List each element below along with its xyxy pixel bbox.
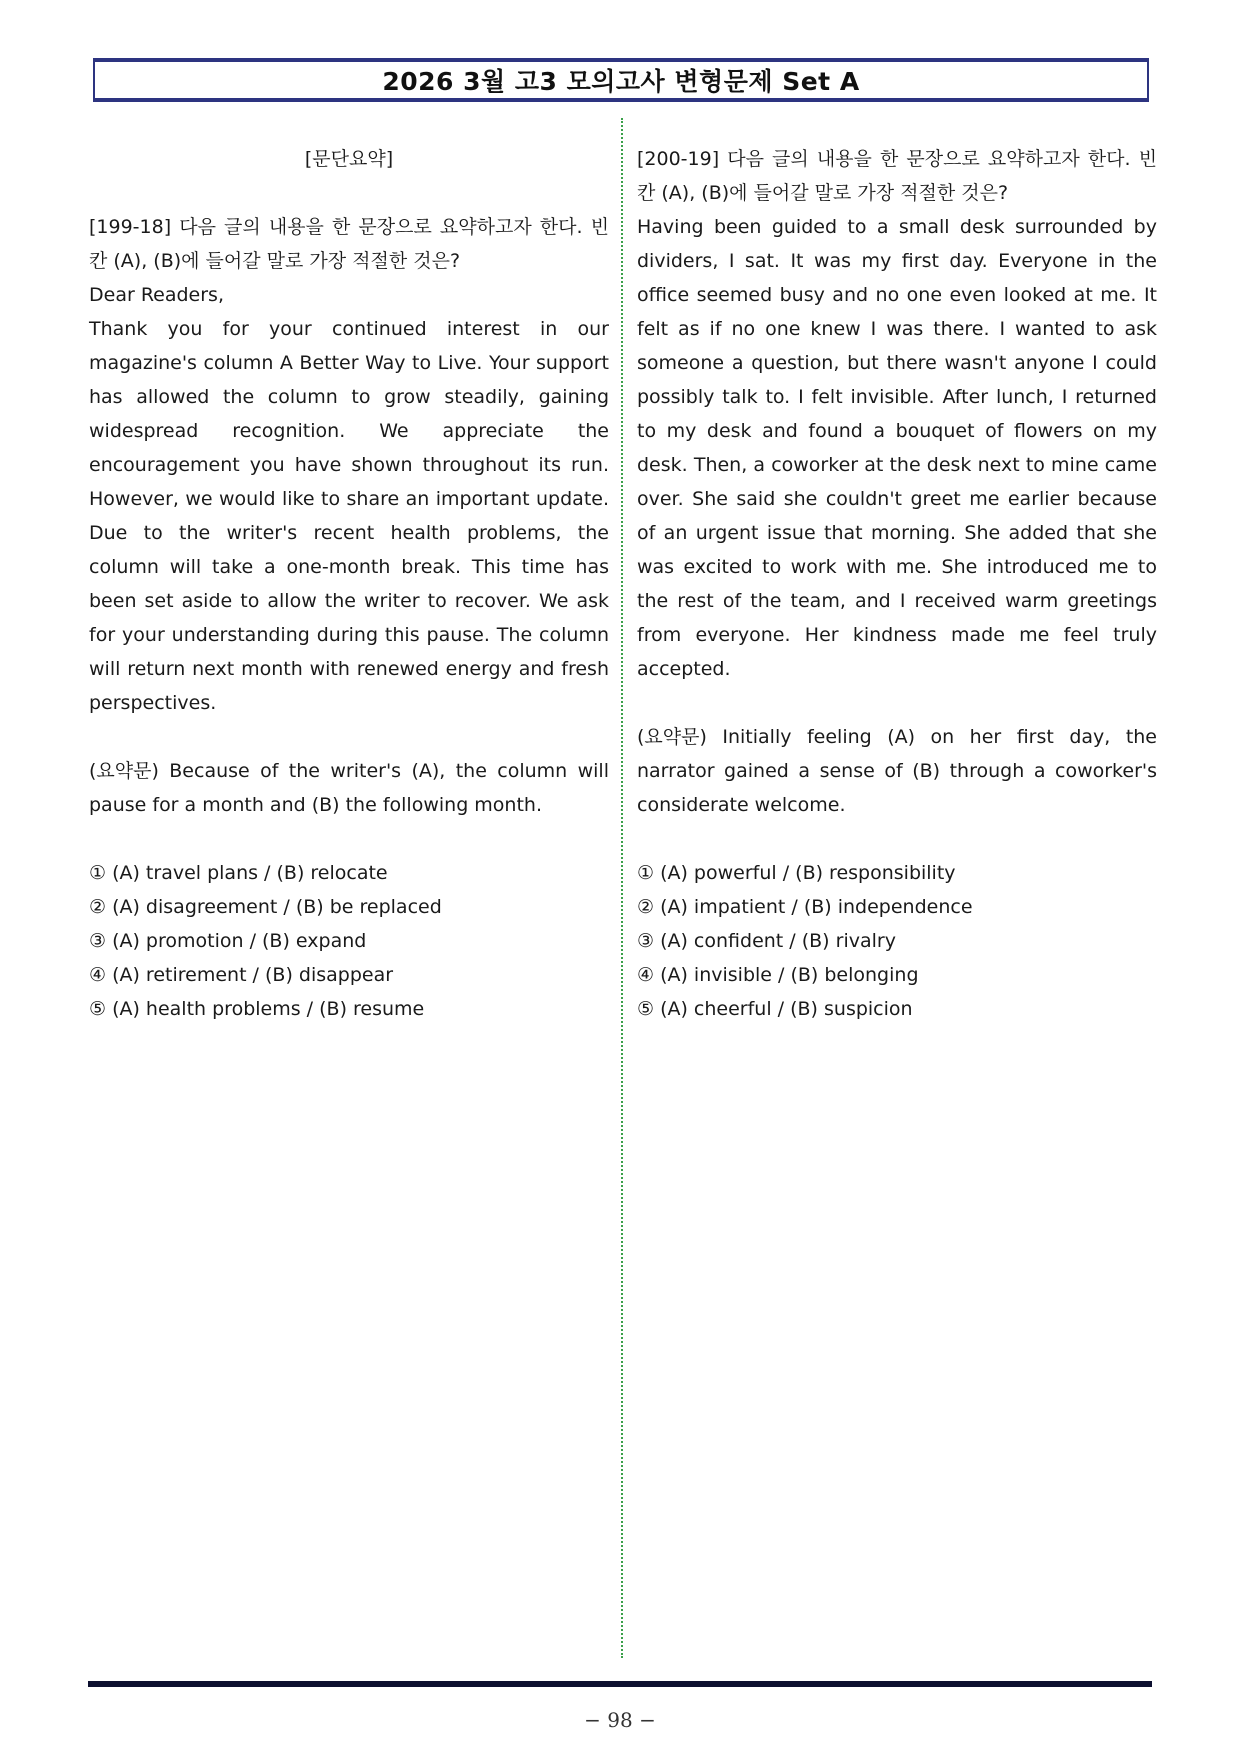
page-title: 2026 3월 고3 모의고사 변형문제 Set A [382, 67, 860, 96]
question-header: [200-19] 다음 글의 내용을 한 문장으로 요약하고자 한다. 빈칸 (A), (B)에 들어갈 말로 가장 적절한 것은? [637, 148, 1157, 204]
choice-3[interactable]: ③ (A) promotion / (B) expand [89, 930, 367, 952]
choice-5[interactable]: ⑤ (A) cheerful / (B) suspicion [637, 998, 913, 1020]
choice-4[interactable]: ④ (A) invisible / (B) belonging [637, 964, 919, 986]
question-header: [199-18] 다음 글의 내용을 한 문장으로 요약하고자 한다. 빈칸 (A), (B)에 들어갈 말로 가장 적절한 것은? [89, 216, 609, 272]
choice-4[interactable]: ④ (A) retirement / (B) disappear [89, 964, 394, 986]
page-number: − 98 − [584, 1708, 656, 1732]
choice-5[interactable]: ⑤ (A) health problems / (B) resume [89, 998, 425, 1020]
page-header [93, 58, 1149, 102]
passage-text: Thank you for your continued interest in our magazine's column A Better Way to Live. Your support has allowed the column to grow steadily, gaining widespread recognition. We appreciate the encouragement you have shown throughout its run. However, we would like to share an important update. Due to the writer's recent health problems, the column will take a one-month break. This time has been set aside to allow the writer to recover. We ask for your understanding during this pause. The column will return next month with renewed energy and fresh perspectives. [89, 318, 609, 714]
choice-2[interactable]: ② (A) impatient / (B) independence [637, 896, 973, 918]
footer-rule [88, 1681, 1152, 1687]
summary-sentence: (요약문) Initially feeling (A) on her first day, the narrator gained a sense of (B) through a coworker's considerate welcome. [637, 726, 1157, 816]
spacer [89, 720, 609, 754]
choice-1[interactable]: ① (A) powerful / (B) responsibility [637, 862, 956, 884]
salutation: Dear Readers, [89, 284, 224, 306]
left-column [89, 142, 609, 1026]
column-divider [621, 118, 623, 1658]
choice-1[interactable]: ① (A) travel plans / (B) relocate [89, 862, 388, 884]
section-label: [문단요약] [304, 148, 394, 170]
spacer [637, 686, 1157, 720]
spacer [89, 822, 609, 856]
right-column [637, 142, 1157, 1026]
passage-text: Having been guided to a small desk surrounded by dividers, I sat. It was my first day. Everyone in the office seemed busy and no one even looked at me. It felt as if no one knew I was there. I wanted to ask someone a question, but there wasn't anyone I could possibly talk to. I felt invisible. After lunch, I returned to my desk and found a bouquet of flowers on my desk. Then, a coworker at the desk next to mine came over. She said she couldn't greet me earlier because of an urgent issue that morning. She added that she was excited to work with me. She introduced me to the rest of the team, and I received warm greetings from everyone. Her kindness made me feel truly accepted. [637, 216, 1157, 680]
spacer [89, 176, 609, 210]
choice-2[interactable]: ② (A) disagreement / (B) be replaced [89, 896, 442, 918]
spacer [637, 822, 1157, 856]
choice-3[interactable]: ③ (A) confident / (B) rivalry [637, 930, 896, 952]
summary-sentence: (요약문) Because of the writer's (A), the column will pause for a month and (B) the following month. [89, 760, 609, 816]
